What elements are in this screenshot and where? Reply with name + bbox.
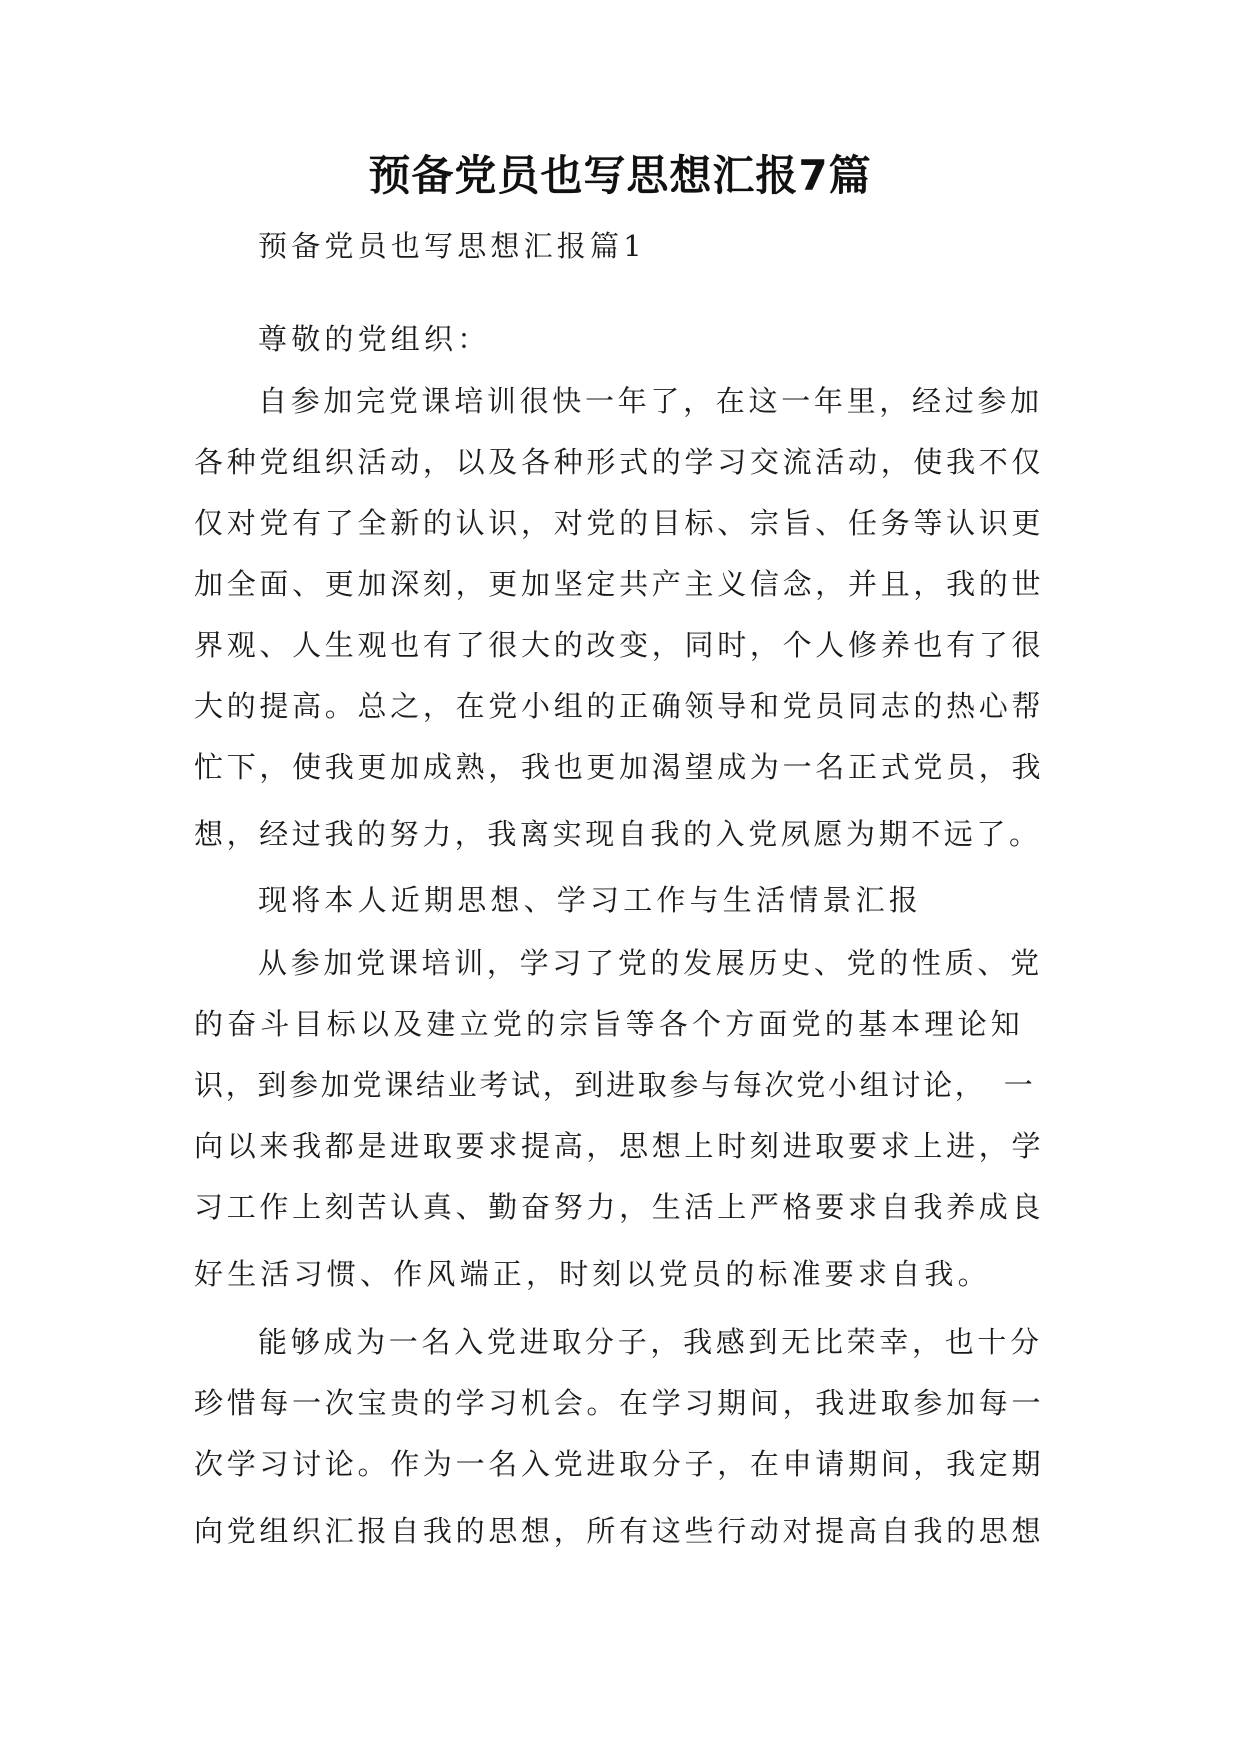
text-line: 好生活习惯、作风端正，时刻以党员的标准要求自我。 [194,1257,991,1291]
text-line: 现将本人近期思想、学习工作与生活情景汇报 [258,883,923,917]
text-line: 想，经过我的努力，我离实现自我的入党夙愿为期不远了。 [194,817,1042,851]
text-line: 习工作上刻苦认真、勤奋努力，生活上严格要求自我养成良 [194,1190,1045,1224]
salutation: 尊敬的党组织： [258,322,491,356]
text-line: 加全面、更加深刻，更加坚定共产主义信念，并且，我的世 [194,567,1045,601]
text-line: 能够成为一名入党进取分子，我感到无比荣幸，也十分 [258,1325,1043,1359]
text-line: 向党组织汇报自我的思想，所有这些行动对提高自我的思想 [194,1514,1045,1548]
text-line: 从参加党课培训，学习了党的发展历史、党的性质、党 [258,946,1043,980]
text-line: 界观、人生观也有了很大的改变，同时，个人修养也有了很 [194,628,1045,662]
text-line: 各种党组织活动，以及各种形式的学习交流活动，使我不仅 [194,445,1045,479]
text-line: 自参加完党课培训很快一年了，在这一年里，经过参加 [258,384,1043,418]
text-line: 珍惜每一次宝贵的学习机会。在学习期间，我进取参加每一 [194,1386,1045,1420]
text-line: 向以来我都是进取要求提高，思想上时刻进取要求上进，学 [194,1129,1045,1163]
text-line: 忙下，使我更加成熟，我也更加渴望成为一名正式党员，我 [194,750,1045,784]
text-line: 次学习讨论。作为一名入党进取分子，在申请期间，我定期 [194,1447,1045,1481]
text-line: 识，到参加党课结业考试，到进取参与每次党小组讨论， 一 [194,1068,1036,1102]
document-title: 预备党员也写思想汇报7篇 [368,151,872,200]
section-heading: 预备党员也写思想汇报篇1 [258,229,646,263]
text-line: 大的提高。总之，在党小组的正确领导和党员同志的热心帮 [194,689,1045,723]
text-line: 仅对党有了全新的认识，对党的目标、宗旨、任务等认识更 [194,506,1045,540]
text-line: 的奋斗目标以及建立党的宗旨等各个方面党的基本理论知 [194,1007,1025,1041]
